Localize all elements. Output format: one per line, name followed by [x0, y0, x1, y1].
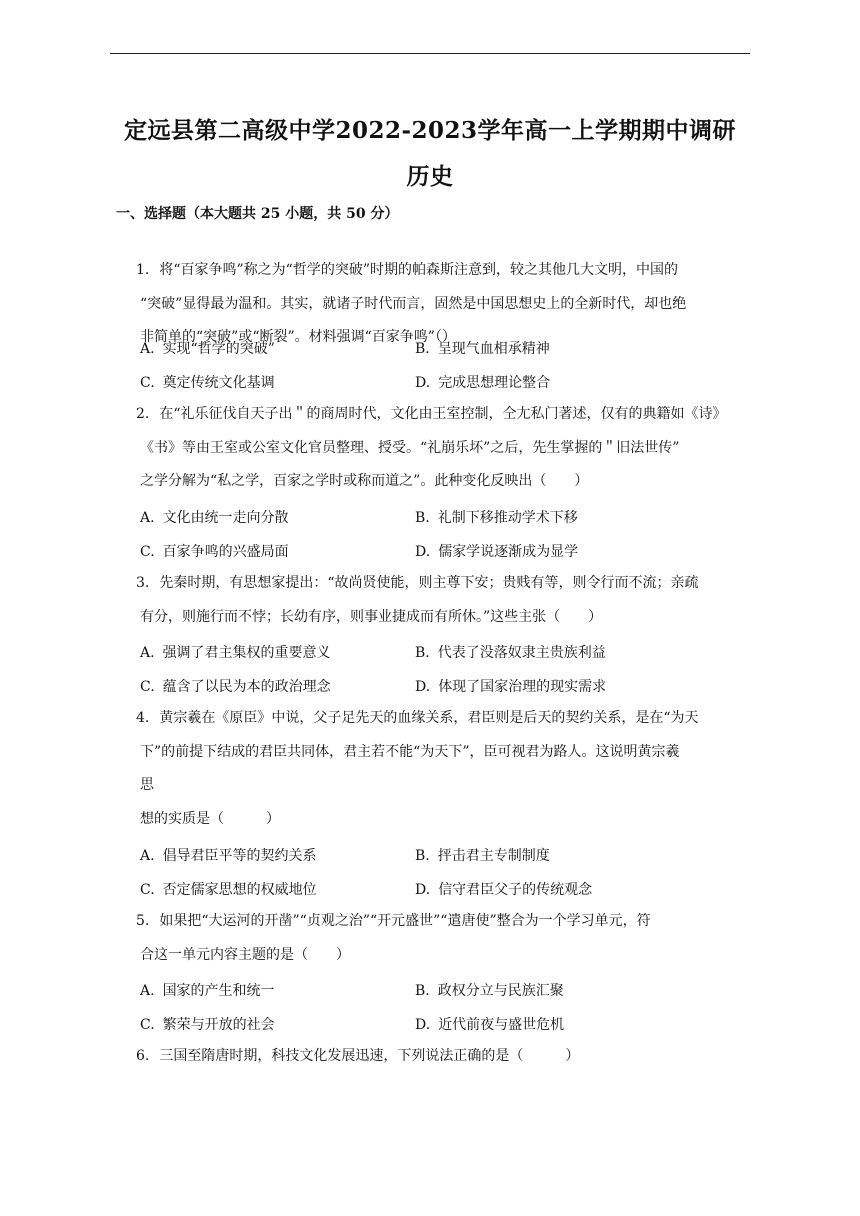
question-line: “突破”显得最为温和。其实，就诸子时代而言，固然是中国思想史上的全新时代，却也绝	[140, 295, 687, 312]
option-d[interactable]: D. 近代前夜与盛世危机	[415, 1017, 565, 1033]
question-1-options	[140, 338, 760, 406]
question-2-options	[140, 507, 760, 575]
exam-title: 定远县第二高级中学2022-2023学年高一上学期期中调研	[123, 117, 737, 144]
option-c[interactable]: C. 蕴含了以民为本的政治理念	[140, 679, 331, 695]
question-number: 2.	[136, 406, 150, 422]
option-c[interactable]: C. 否定儒家思想的权威地位	[140, 882, 317, 898]
option-d[interactable]: D. 信守君臣父子的传统观念	[415, 882, 593, 898]
question-5-options	[140, 980, 760, 1048]
option-a[interactable]: A. 倡导君臣平等的契约关系	[140, 848, 317, 864]
option-d[interactable]: D. 儒家学说逐渐成为显学	[415, 544, 579, 560]
question-line: 下”的前提下结成的君臣共同体，君主若不能“为天下”，臣可视君为路人。这说明黄宗羲	[140, 743, 680, 760]
option-b[interactable]: B. 礼制下移推动学术下移	[415, 510, 578, 526]
option-a[interactable]: A. 文化由统一走向分散	[140, 510, 289, 526]
question-line: 4. 黄宗羲在《原臣》中说，父子足先天的血缘关系，君臣则是后天的契约关系，是在“为天	[140, 702, 752, 736]
option-c[interactable]: C. 奠定传统文化基调	[140, 375, 275, 391]
option-b[interactable]: B. 呈现气血相承精神	[415, 341, 550, 357]
question-number: 4.	[136, 710, 150, 726]
question-line: 合这一单元内容主题的是（ ）	[140, 946, 350, 963]
option-a[interactable]: A. 国家的产生和统一	[140, 983, 275, 999]
option-c[interactable]: C. 繁荣与开放的社会	[140, 1017, 275, 1033]
option-b[interactable]: B. 代表了没落奴隶主贵族利益	[415, 645, 606, 661]
question-line: 5. 如果把“大运河的开凿”“贞观之治”“开元盛世”“遣唐使”整合为一个学习单元，符	[140, 905, 752, 939]
question-3-options	[140, 642, 760, 710]
question-number: 3.	[136, 575, 150, 591]
question-number: 5.	[136, 913, 150, 929]
option-b[interactable]: B. 政权分立与民族汇聚	[415, 983, 564, 999]
option-a[interactable]: A. 实现“哲学的突破”	[140, 341, 275, 357]
question-4	[136, 702, 752, 836]
section-heading: 一、选择题（本大题共 25 小题，共 50 分）	[116, 206, 399, 222]
question-line: 有分，则施行而不悖；长幼有序，则事业捷成而有所休。”这些主张（ ）	[140, 608, 603, 625]
option-a[interactable]: A. 强调了君主集权的重要意义	[140, 645, 331, 661]
option-c[interactable]: C. 百家争鸣的兴盛局面	[140, 544, 289, 560]
question-line: 之学分解为“私之学，百家之学时或称而道之”。此种变化反映出（ ）	[140, 473, 589, 489]
question-2	[136, 398, 752, 499]
option-b[interactable]: B. 抨击君主专制制度	[415, 848, 550, 864]
question-line: 非简单的“突破”或“断裂”。材料强调“百家争鸣”（）	[140, 329, 456, 345]
question-line: 1. 将“百家争鸣”称之为“哲学的突破”时期的帕森斯注意到，较之其他几大文明，中国的	[140, 254, 752, 288]
question-6	[136, 1040, 752, 1074]
question-4-options	[140, 845, 760, 913]
option-d[interactable]: D. 完成思想理论整合	[415, 375, 551, 391]
question-line: 想的实质是（ ）	[140, 810, 280, 827]
option-d[interactable]: D. 体现了国家治理的现实需求	[415, 679, 607, 695]
question-line: 《书》等由王室或公室文化官员整理、授受。“礼崩乐坏”之后，先生掌握的＂旧法世传”	[140, 439, 680, 456]
question-line: 思	[140, 777, 154, 793]
question-line: 2. 在“礼乐征伐自天子出＂的商周时代，文化由王室控制，仝尢私门著述，仅有的典籍如《诗》	[140, 398, 752, 432]
question-line: 6. 三国至隋唐时期，科技文化发展迅速，下列说法正确的是（ ）	[140, 1040, 752, 1074]
question-number: 6.	[136, 1048, 150, 1064]
question-line: 3. 先秦时期，有思想家提出：“故尚贤使能，则主尊下安；贵贱有等，则令行而不流；亲疏	[140, 567, 752, 601]
question-3	[136, 567, 752, 634]
exam-subject: 历史	[406, 163, 454, 190]
question-number: 1.	[136, 262, 150, 278]
question-5	[136, 905, 752, 972]
header-rule	[110, 53, 750, 54]
